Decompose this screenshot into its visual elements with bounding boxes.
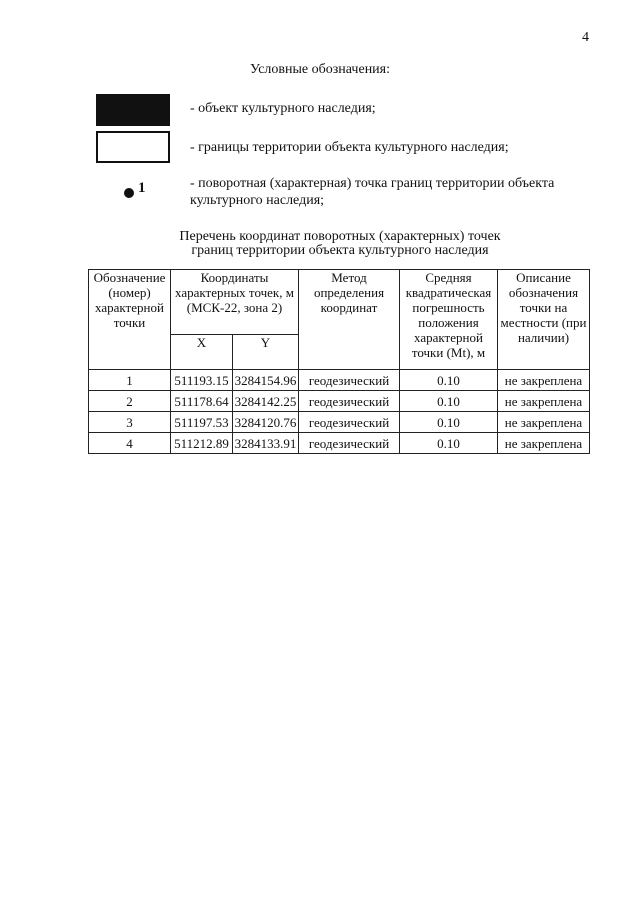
page-number: 4 xyxy=(582,30,589,45)
cell-description: не закреплена xyxy=(498,391,590,412)
header-x: X xyxy=(171,335,233,370)
legend-symbol-heritage-object xyxy=(96,94,170,126)
table-title-line1: Перечень координат поворотных (характерных) точек xyxy=(179,229,501,244)
coordinates-table xyxy=(88,269,590,454)
table-row xyxy=(89,412,590,433)
legend-title: Условные обозначения: xyxy=(249,62,391,77)
legend-point-marker-icon xyxy=(124,188,134,198)
cell-x: 511212.89 xyxy=(171,433,233,454)
legend-text-turning-point: - поворотная (характерная) точка границ территории объекта культурного наследия; xyxy=(190,176,555,208)
cell-error: 0.10 xyxy=(400,370,498,391)
cell-num: 2 xyxy=(89,391,171,412)
legend-point-marker-label: 1 xyxy=(138,180,146,196)
cell-description: не закреплена xyxy=(498,370,590,391)
cell-y: 3284133.91 xyxy=(233,433,299,454)
cell-y: 3284120.76 xyxy=(233,412,299,433)
cell-num: 4 xyxy=(89,433,171,454)
cell-y: 3284154.96 xyxy=(233,370,299,391)
cell-y: 3284142.25 xyxy=(233,391,299,412)
legend-symbol-territory-boundary xyxy=(96,131,170,163)
table-row xyxy=(89,391,590,412)
cell-method: геодезический xyxy=(299,370,400,391)
cell-error: 0.10 xyxy=(400,433,498,454)
cell-x: 511193.15 xyxy=(171,370,233,391)
cell-num: 3 xyxy=(89,412,171,433)
table-row xyxy=(89,370,590,391)
table-row xyxy=(89,433,590,454)
cell-x: 511178.64 xyxy=(171,391,233,412)
cell-x: 511197.53 xyxy=(171,412,233,433)
header-error: Средняя квадратическая погрешность положения характерной точки (Mt), м xyxy=(400,270,498,370)
cell-error: 0.10 xyxy=(400,412,498,433)
header-method: Метод определения координат xyxy=(299,270,400,370)
header-y: Y xyxy=(233,335,299,370)
header-coordinates: Координаты характерных точек, м (МСК-22, зона 2) xyxy=(171,270,299,335)
cell-method: геодезический xyxy=(299,412,400,433)
cell-description: не закреплена xyxy=(498,433,590,454)
cell-error: 0.10 xyxy=(400,391,498,412)
cell-description: не закреплена xyxy=(498,412,590,433)
cell-method: геодезический xyxy=(299,433,400,454)
cell-num: 1 xyxy=(89,370,171,391)
cell-method: геодезический xyxy=(299,391,400,412)
legend-text-heritage-object: - объект культурного наследия; xyxy=(190,101,376,116)
header-description: Описание обозначения точки на местности (при наличии) xyxy=(498,270,590,370)
header-point: Обозначение (номер) характерной точки xyxy=(89,270,171,370)
legend-text-territory-boundary: - границы территории объекта культурного наследия; xyxy=(190,140,509,155)
table-title xyxy=(0,230,640,258)
table-title-line2: границ территории объекта культурного наследия xyxy=(191,243,489,258)
